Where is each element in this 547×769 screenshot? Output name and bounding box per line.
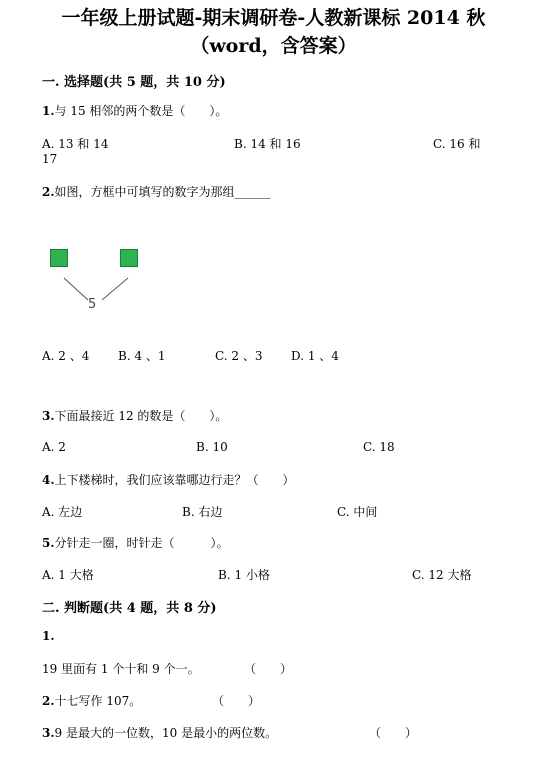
question-number: 3. (42, 409, 55, 423)
question-number: 2. (42, 694, 55, 708)
option-c-continued: 17 (42, 152, 58, 166)
option-c: C. 16 和 (433, 137, 481, 151)
answer-blank: （ ） (369, 726, 418, 740)
option-a: A. 13 和 14 (42, 137, 109, 151)
figure-total-number: 5 (88, 297, 97, 312)
question-number: 1. (42, 104, 55, 118)
judgement-question-2 (42, 692, 141, 709)
option-a: A. 1 大格 (42, 568, 94, 582)
option-a: A. 左边 (42, 505, 83, 519)
option-b: B. 14 和 16 (234, 137, 301, 151)
number-split-lines (40, 260, 160, 320)
question-number: 3. (42, 726, 55, 740)
option-b: B. 10 (196, 440, 228, 454)
question-3 (42, 407, 227, 424)
option-c: C. 18 (363, 440, 395, 454)
option-b: B. 1 小格 (218, 568, 270, 582)
question-text: 上下楼梯时，我们应该靠哪边行走？（ ） (54, 473, 295, 487)
question-1 (42, 102, 227, 119)
option-d: D. 1 、4 (291, 349, 339, 363)
section-heading-choice: 一. 选择题(共 5 题，共 10 分) (42, 75, 226, 90)
question-text: 分针走一圈，时针走（ ）。 (54, 536, 229, 550)
judgement-question-1-number (42, 629, 55, 643)
option-a: A. 2 、4 (42, 349, 90, 363)
question-text: 下面最接近 12 的数是（ ）。 (54, 409, 228, 423)
option-c: C. 2 、3 (215, 349, 263, 363)
question-number: 2. (42, 185, 55, 199)
question-5 (42, 534, 229, 551)
option-b: B. 4 、1 (118, 349, 166, 363)
question-text: 如图，方框中可填写的数字为那组______ (54, 185, 271, 199)
question-text: 9 是最大的一位数，10 是最小的两位数。 (54, 726, 278, 740)
option-b: B. 右边 (182, 505, 223, 519)
question-text: 十七写作 107。 (54, 694, 142, 708)
judgement-question-3 (42, 724, 277, 741)
answer-blank: （ ） (244, 662, 293, 676)
question-2 (42, 183, 271, 200)
document-title: 一年级上册试题-期末调研卷-人教新课标 2014 秋 (61, 7, 486, 29)
question-number: 1. (42, 629, 55, 643)
option-c: C. 12 大格 (412, 568, 472, 582)
question-text: 与 15 相邻的两个数是（ ）。 (54, 104, 228, 118)
answer-blank: （ ） (212, 694, 261, 708)
option-a: A. 2 (42, 440, 66, 454)
judgement-question-1-text: 19 里面有 1 个十和 9 个一。 (42, 662, 200, 676)
section-heading-judgement: 二. 判断题(共 4 题，共 8 分) (42, 601, 217, 616)
question-number: 4. (42, 473, 55, 487)
option-c: C. 中间 (337, 505, 378, 519)
question-4 (42, 471, 295, 488)
question-number: 5. (42, 536, 55, 550)
document-subtitle: （word，含答案） (190, 35, 357, 57)
